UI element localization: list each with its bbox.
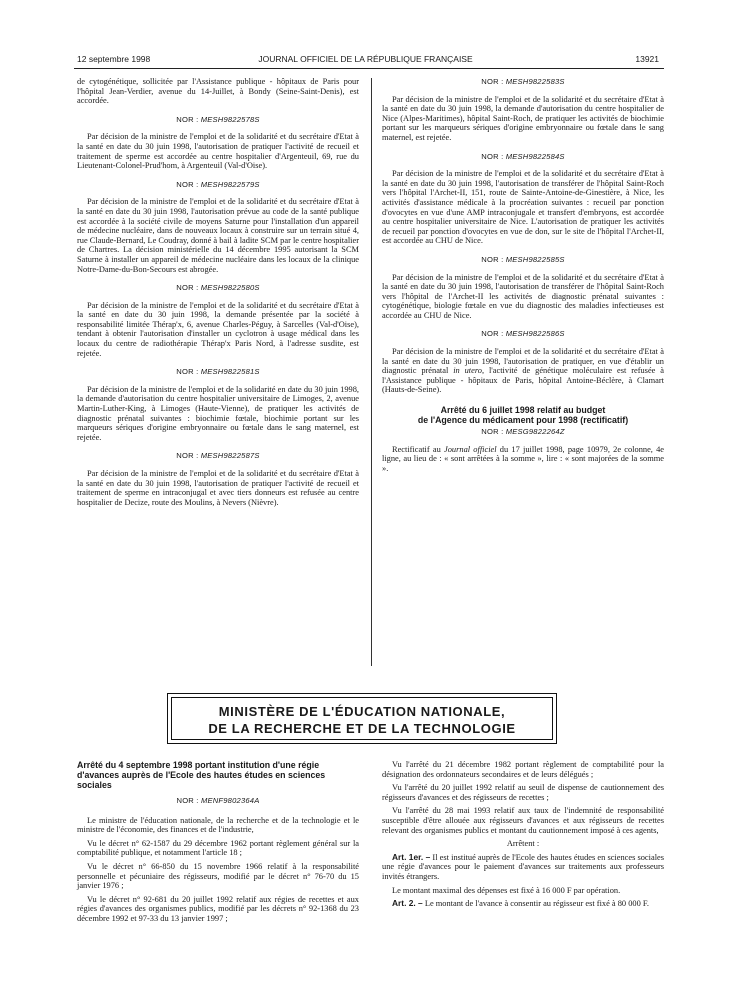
article-1: Art. 1er. – Il est institué auprès de l'Ecole des hautes études en sciences sociales une régie d'avances pour le paiement d'avances sur traitements aux professeurs invités étrangers. [382,851,664,881]
paragraph: de cytogénétique, sollicitée par l'Assistance publique - hôpitaux de Paris pour l'hôpital Jean-Verdier, avenue du 14-Juillet, à Bondy (Seine-Saint-Denis), est accordée. [77,77,359,106]
bottom-left-column [77,760,359,928]
arretent-heading: Arrêtent : [506,839,540,849]
nor-reference: NOR : MESH9822578S [176,114,260,124]
nor-reference: NOR : MESH9822585S [481,254,565,264]
paragraph: Par décision de la ministre de l'emploi et de la solidarité et du secrétaire d'Etat à la santé en date du 30 juin 1998, l'autorisation de transférer de l'hôpital Saint-Roch vers l'hôpital de l'Archet-II les activités de diagnostic prénatal suivantes : cytogénétique, biologie fœtale en vue du diagnostic des maladies infectieuses est accordée au CHU de Nice. [382,272,664,320]
nor-reference: NOR : MENF9802364A [176,796,260,805]
arrete-title: Arrêté du 4 septembre 1998 portant institution d'une régie d'avances auprès de l'Ecole des hautes études en sciences sociales [77,760,326,790]
paragraph: Vu l'arrêté du 20 juillet 1992 relatif au seuil de dispense de cautionnement des régisseurs d'avances et des régisseurs de recettes ; [382,783,664,802]
paragraph: Vu le décret n° 92-681 du 20 juillet 1992 relatif aux régies de recettes et aux régies d'avances des organismes publics, modifié par les décrets n° 92-1368 du 23 décembre 1992 et 97-33 du 13 janvier 1997 ; [77,894,359,923]
nor-reference: NOR : MESH9822586S [481,329,565,339]
paragraph: Vu le décret n° 62-1587 du 29 décembre 1962 portant règlement général sur la comptabilité publique, et notamment l'article 18 ; [77,838,359,858]
arrete-title: Arrêté du 6 juillet 1998 relatif au budget de l'Agence du médicament pour 1998 (rectificatif) [417,405,629,426]
paragraph: Le ministre de l'éducation nationale, de la recherche et de la technologie et le ministre de l'économie, des finances et de l'industrie, [77,815,359,835]
article-2: Art. 2. – Le montant de l'avance à consentir au régisseur est fixé à 80 000 F. [392,898,649,909]
paragraph: Rectificatif au Journal officiel du 17 juillet 1998, page 10979, 2e colonne, 4e ligne, au lieu de : « sont arrêtées à la somme », lire : « sont majorées de la somme ». [382,444,665,473]
right-column [382,77,664,477]
header-page-number: 13921 [635,54,659,64]
column-separator [371,78,372,666]
header-rule [74,68,664,69]
paragraph: Vu l'arrêté du 21 décembre 1982 portant règlement de comptabilité pour la désignation des ordonnateurs secondaires et de leurs délégués ; [382,760,664,779]
ministry-title-line-2: DE LA RECHERCHE ET DE LA TECHNOLOGIE [208,721,516,736]
paragraph: Par décision de la ministre de l'emploi et de la solidarité et du secrétaire d'Etat à la santé en date du 30 juin 1998, l'autorisation de transférer de l'hôpital Saint-Roch vers l'hôpital l'Archet-II, 151, route de Sainte-Antoine-de-Ginestière, à Nice, les activités d'assistance médicale à la procréation suivantes : recueil par ponction d'ovocytes en vue d'une AMP intraconjugale et transfert d'embryons, est accordée au centre hospitalier universitaire de Nice. L'autorisation de pratiquer les activités de recueil par ponction d'ovocytes en vue de don, sur le site de l'hôpital l'Archet-II, est accordée au CHU de Nice. [382,169,664,246]
nor-reference: NOR : MESH9822584S [481,151,565,161]
paragraph: Par décision de la ministre de l'emploi et de la solidarité et du secrétaire d'Etat à la santé en date du 30 juin 1998, l'autorisation de pratiquer, en vue d'établir un diagnostic prénatal in utero, l'activité de génétique moléculaire est refusée à l'Assistance publique - hôpitaux de Paris, hôpital Antoine-Béclère, à Clamart (Hauts-de-Seine). [382,347,664,395]
nor-reference: NOR : MESG9822264Z [481,427,565,437]
paragraph: Vu le décret n° 66-850 du 15 novembre 1966 relatif à la responsabilité personnelle et pécuniaire des régisseurs, modifié par le décret n° 76-70 du 15 janvier 1976 ; [77,861,359,891]
nor-reference: NOR : MESH9822579S [176,179,260,189]
nor-reference: NOR : MESH9822587S [176,451,260,461]
header-journal-title: JOURNAL OFFICIEL DE LA RÉPUBLIQUE FRANÇAISE [258,54,473,64]
header-date: 12 septembre 1998 [77,54,151,64]
left-column [77,77,359,511]
paragraph: Par décision de la ministre de l'emploi et de la solidarité et du secrétaire d'Etat à la santé en date du 30 juin 1998, l'autorisation de pratiquer l'activité de recueil et traitement de sperme est accordée au centre hospitalier d'Argenteuil, 69, rue du Lieutenant-Colonel-Prud'hom, à Argenteuil (Val-d'Oise). [77,132,359,171]
paragraph: Par décision de la ministre de l'emploi et de la solidarité et du secrétaire d'Etat à la santé en date du 30 juin 1998, la demande d'autorisation du centre hospitalier de Nice (Alpes-Maritimes), hôpital Saint-Roch, de pratiquer les activités de biochimie portant sur les marqueurs sériques d'origine embryonnaire ou fœtale dans le sang maternel, est rejetée. [382,94,664,142]
paragraph: Vu l'arrêté du 28 mai 1993 relatif aux taux de l'indemnité de responsabilité susceptible d'être allouée aux régisseurs d'avances et aux régisseurs de recettes relevant des organismes publics et montant du cautionnement imposé à ces agents, [382,806,664,835]
nor-reference: NOR : MESH9822581S [176,367,260,377]
nor-reference: NOR : MESH9822580S [176,283,260,293]
paragraph: Par décision de la ministre de l'emploi et de la solidarité et du secrétaire d'Etat à la santé en date du 30 juin 1998, l'autorisation prévue au code de la santé publique est accordée à la société civile de moyens Saturne pour l'installation d'un appareil de médecine nucléaire, dans de nouveaux locaux à construire sur un terrain situé 4, rue Claude-Bernard, Le Coudray, donné à bail à ladite SCM par le centre hospitalier de Chartres. La décision ministérielle du 14 décembre 1995 autorisant la SCM Saturne à installer un appareil de médecine nucléaire dans les locaux de la clinique Notre-Dame-du-Bon-Secours est abrogée. [77,197,360,274]
paragraph: Par décision de la ministre de l'emploi et de la solidarité en date du 30 juin 1998, la demande d'autorisation du centre hospitalier universitaire de Limoges, 2, avenue Martin-Luther-King, à Limoges (Haute-Vienne), de pratiquer les activités de diagnostic prénatal suivantes : biochimie fœtale, biochimie portant sur les marqueurs sériques d'origine embryonnaire ou fœtale dans le sang maternel, est rejetée. [77,384,359,442]
paragraph: Par décision de la ministre de l'emploi et de la solidarité et du secrétaire d'Etat à la santé en date du 30 juin 1998, la demande présentée par la société à responsabilité limitée Thérap'x, 6, avenue Charles-Péguy, à Sarcelles (Val-d'Oise), tendant à obtenir l'autorisation d'installer un cyclotron à usage médical dans les locaux du centre de radiothérapie Thérap'x Paris Nord, à l'adresse susdite, est rejetée. [77,300,359,358]
ministry-title-line-1: MINISTÈRE DE L'ÉDUCATION NATIONALE, [218,704,506,719]
ministry-box [171,697,553,740]
paragraph: Le montant maximal des dépenses est fixé à 16 000 F par opération. [392,885,621,895]
paragraph: Par décision de la ministre de l'emploi et de la solidarité et du secrétaire d'Etat à la santé en date du 30 juin 1998, l'autorisation de pratiquer l'activité de recueil et traitement de sperme en intraconjugal et avec tiers donneurs est refusée au centre hospitalier de Decize, route des Moulins, à Nevers (Nièvre). [77,469,359,507]
nor-reference: NOR : MESH9822583S [481,77,565,86]
bottom-right-column [382,760,664,913]
